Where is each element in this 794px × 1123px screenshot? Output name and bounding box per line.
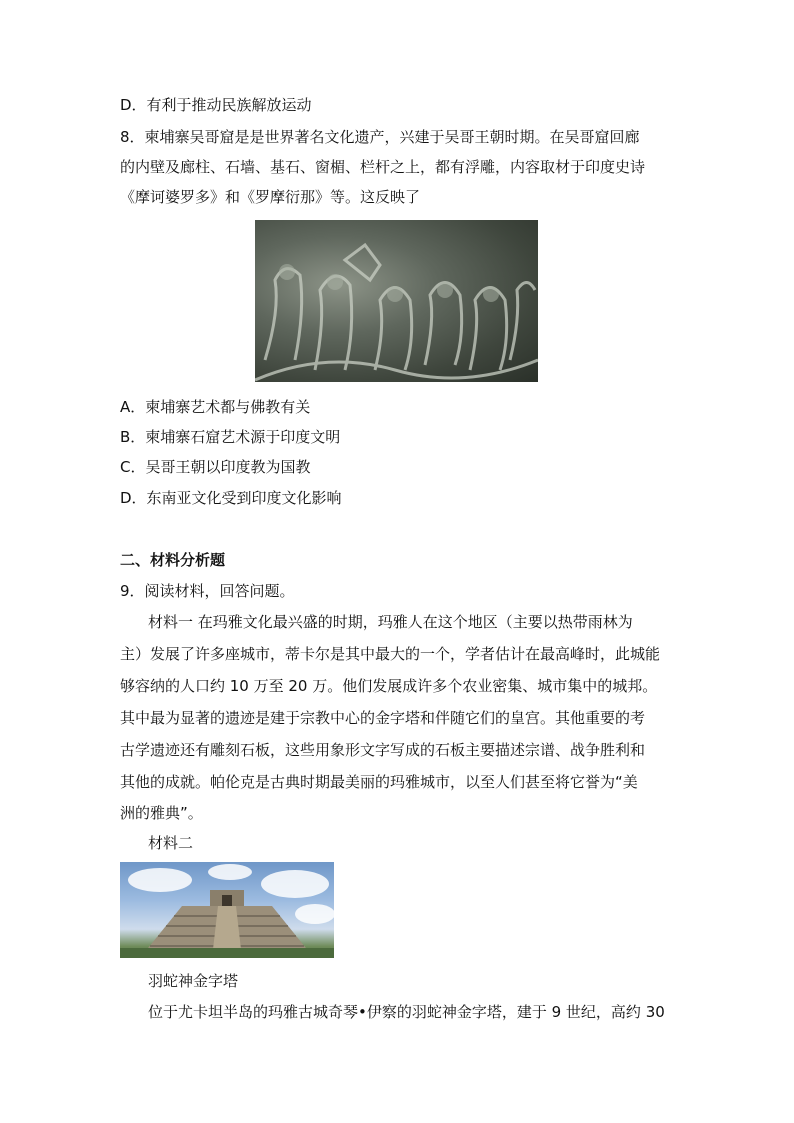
option-8a: A．柬埔寨艺术都与佛教有关 <box>120 398 311 416</box>
material-1-line-4: 其中最为显著的遗迹是建于宗教中心的金字塔和伴随它们的皇宫。其他重要的考 <box>120 709 646 727</box>
material-1-line-6: 其他的成就。帕伦克是古典时期最美丽的玛雅城市，以至人们甚至将它誉为“美 <box>120 773 638 791</box>
material-1-line-3: 够容纳的人口约 10 万至 20 万。他们发展成许多个农业密集、城市集中的城邦。 <box>120 677 658 695</box>
photo-description-line: 位于尤卡坦半岛的玛雅古城奇琴•伊察的羽蛇神金字塔，建于 9 世纪，高约 30 <box>148 1003 665 1021</box>
question-8-stem-line-3: 《摩诃婆罗多》和《罗摩衍那》等。这反映了 <box>120 188 421 206</box>
angkor-relief-image <box>255 220 538 382</box>
relief-figures <box>255 220 538 382</box>
question-8-stem-line-1: 8．柬埔寨吴哥窟是是世界著名文化遗产，兴建于吴哥王朝时期。在吴哥窟回廊 <box>120 128 640 146</box>
photo-caption: 羽蛇神金字塔 <box>148 972 239 990</box>
option-8b: B．柬埔寨石窟艺术源于印度文明 <box>120 428 341 446</box>
material-1-line-7: 洲的雅典”。 <box>120 804 203 822</box>
material-1-line-1: 材料一 在玛雅文化最兴盛的时期，玛雅人在这个地区（主要以热带雨林为 <box>148 613 633 631</box>
option-7d: D．有利于推动民族解放运动 <box>120 96 312 114</box>
option-8d: D．东南亚文化受到印度文化影响 <box>120 489 342 507</box>
material-1-line-5: 古学遗迹还有雕刻石板，这些用象形文字写成的石板主要描述宗谱、战争胜利和 <box>120 741 646 759</box>
material-2-label: 材料二 <box>148 834 194 852</box>
question-8-stem-line-2: 的内壁及廊柱、石墙、基石、窗楣、栏杆之上，都有浮雕，内容取材于印度史诗 <box>120 158 646 176</box>
option-8c: C．吴哥王朝以印度教为国教 <box>120 458 311 476</box>
question-9-stem: 9．阅读材料，回答问题。 <box>120 582 295 600</box>
section-2-title: 二、材料分析题 <box>120 551 226 569</box>
pyramid-drawing <box>120 862 334 958</box>
material-1-line-2: 主）发展了许多座城市，蒂卡尔是其中最大的一个，学者估计在最高峰时，此城能 <box>120 645 661 663</box>
kukulcan-pyramid-image <box>120 862 334 958</box>
